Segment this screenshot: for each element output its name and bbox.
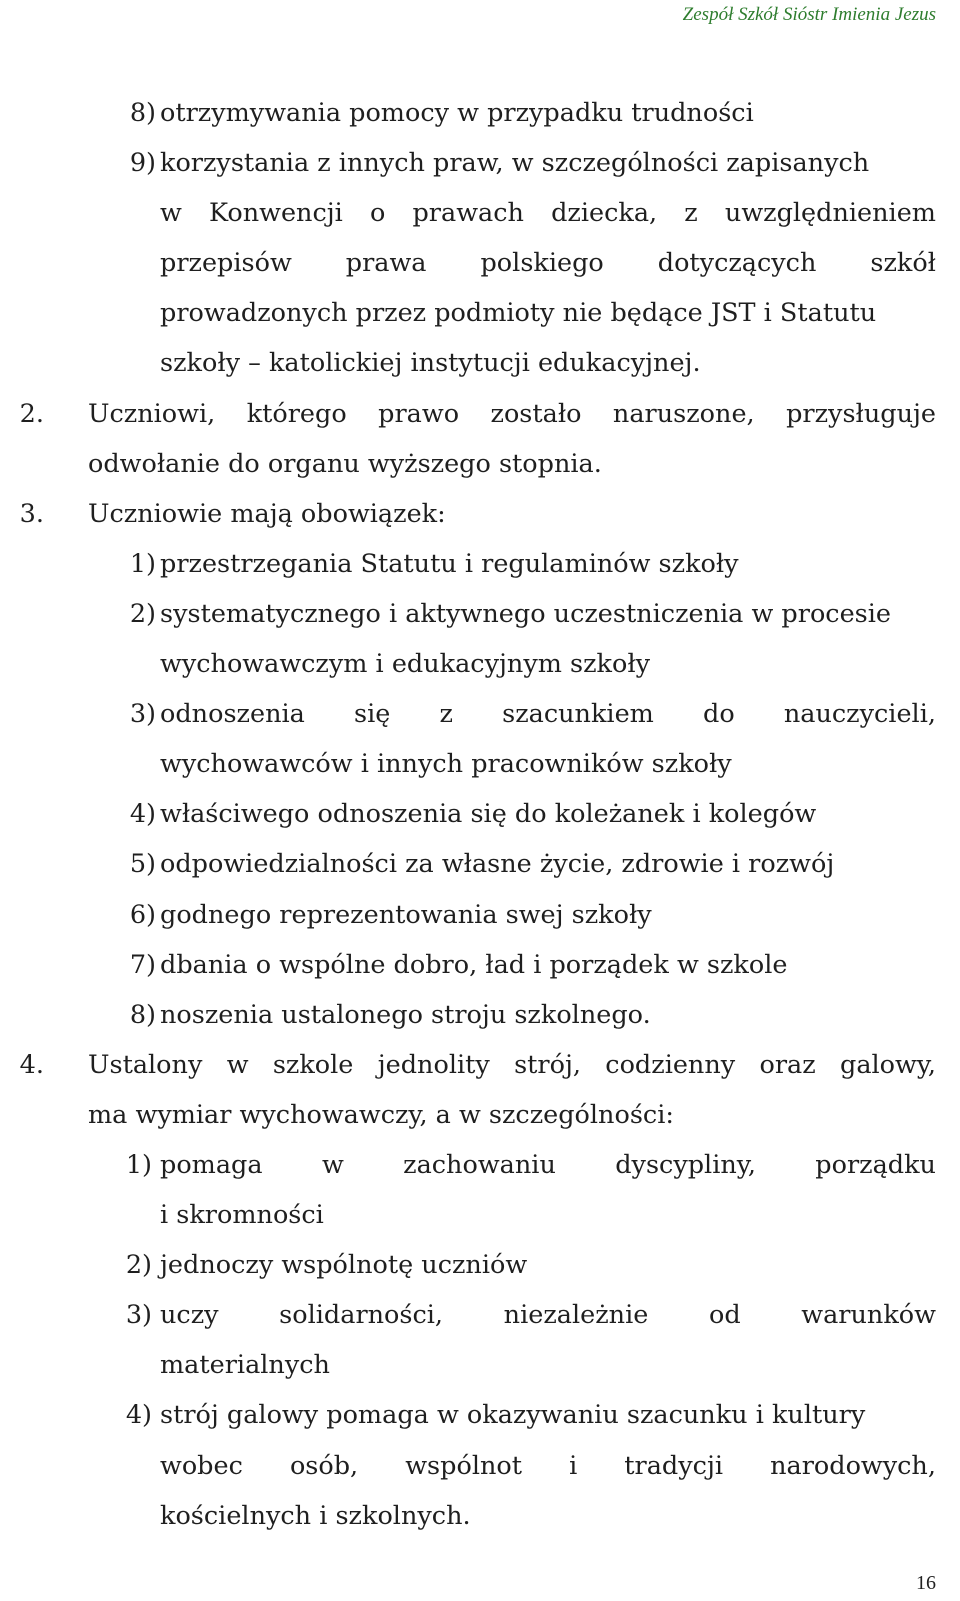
- line-text: w Konwencji o prawach dziecka, z uwzględnieniem: [160, 198, 936, 229]
- line-text: wobec osób, wspólnot i tradycji narodowych,: [160, 1450, 936, 1481]
- list-number: 6): [129, 899, 156, 930]
- line-text: strój galowy pomaga w okazywaniu szacunku i kultury: [160, 1400, 866, 1431]
- list-number: 2): [125, 1250, 152, 1281]
- document-body: [0, 88, 960, 1541]
- line-text: ma wymiar wychowawczy, a w szczególności:: [88, 1099, 674, 1130]
- line-text: właściwego odnoszenia się do koleżanek i kolegów: [160, 799, 817, 830]
- line-text: korzystania z innych praw, w szczególności zapisanych: [160, 148, 870, 179]
- line-text: prowadzonych przez podmioty nie będące JST i Statutu: [160, 298, 877, 329]
- list-number: 9): [129, 148, 156, 179]
- line-text: uczy solidarności, niezależnie od warunków: [160, 1300, 936, 1331]
- document-line: [0, 1390, 960, 1440]
- line-text: wychowawczym i edukacyjnym szkoły: [160, 649, 651, 680]
- line-text: Uczniowi, którego prawo zostało naruszone, przysługuje: [88, 398, 936, 429]
- document-line: [0, 1140, 960, 1190]
- document-line: [0, 238, 960, 288]
- line-text: otrzymywania pomocy w przypadku trudności: [160, 98, 754, 128]
- document-line: [0, 940, 960, 990]
- document-line: [0, 739, 960, 789]
- document-line: [0, 1441, 960, 1491]
- document-line: [0, 138, 960, 188]
- list-number: 3): [129, 699, 156, 730]
- document-line: [0, 439, 960, 489]
- list-number: 3): [125, 1300, 152, 1331]
- document-line: [0, 489, 960, 539]
- document-line: [0, 789, 960, 839]
- document-line: [0, 1491, 960, 1541]
- line-text: odnoszenia się z szacunkiem do nauczycieli,: [160, 699, 936, 730]
- line-text: Uczniowie mają obowiązek:: [88, 498, 446, 529]
- line-text: przestrzegania Statutu i regulaminów szkoły: [160, 548, 739, 579]
- document-line: [0, 1340, 960, 1390]
- line-text: jednoczy wspólnotę uczniów: [160, 1250, 528, 1281]
- document-line: [0, 1040, 960, 1090]
- list-number: 2.: [19, 398, 44, 429]
- line-text: odpowiedzialności za własne życie, zdrowie i rozwój: [160, 849, 835, 880]
- document-line: [0, 338, 960, 388]
- document-line: [0, 1240, 960, 1290]
- list-number: 4.: [19, 1049, 44, 1080]
- document-line: [0, 1190, 960, 1240]
- document-line: [0, 890, 960, 940]
- list-number: 8): [129, 98, 156, 128]
- list-number: 8): [129, 999, 156, 1030]
- document-line: [0, 539, 960, 589]
- document-line: [0, 288, 960, 338]
- line-text: materialnych: [160, 1350, 330, 1381]
- line-text: pomaga w zachowaniu dyscypliny, porządku: [160, 1149, 936, 1180]
- page-number: 16: [916, 1572, 936, 1594]
- header-school-name: Zespół Szkół Sióstr Imienia Jezus: [682, 4, 936, 25]
- list-number: 7): [129, 949, 156, 980]
- document-line: [0, 1290, 960, 1340]
- list-number: 2): [129, 598, 156, 629]
- document-line: [0, 990, 960, 1040]
- list-number: 3.: [19, 498, 44, 529]
- line-text: noszenia ustalonego stroju szkolnego.: [160, 999, 651, 1030]
- line-text: wychowawców i innych pracowników szkoły: [160, 749, 732, 780]
- list-number: 5): [129, 849, 156, 880]
- line-text: przepisów prawa polskiego dotyczących szkół: [160, 248, 936, 279]
- list-number: 1): [125, 1149, 152, 1180]
- document-line: [0, 689, 960, 739]
- document-line: [0, 188, 960, 238]
- document-line: [0, 88, 960, 138]
- line-text: kościelnych i szkolnych.: [160, 1500, 471, 1531]
- line-text: odwołanie do organu wyższego stopnia.: [88, 448, 602, 479]
- line-text: szkoły – katolickiej instytucji edukacyjnej.: [160, 348, 701, 379]
- document-line: [0, 589, 960, 639]
- list-number: 1): [129, 548, 156, 579]
- list-number: 4): [129, 799, 156, 830]
- document-line: [0, 839, 960, 889]
- line-text: dbania o wspólne dobro, ład i porządek w szkole: [160, 949, 788, 980]
- list-number: 4): [125, 1400, 152, 1431]
- document-line: [0, 639, 960, 689]
- line-text: Ustalony w szkole jednolity strój, codzienny oraz galowy,: [88, 1049, 936, 1080]
- document-line: [0, 389, 960, 439]
- document-line: [0, 1090, 960, 1140]
- line-text: i skromności: [160, 1200, 324, 1231]
- line-text: systematycznego i aktywnego uczestniczenia w procesie: [160, 598, 891, 629]
- line-text: godnego reprezentowania swej szkoły: [160, 899, 652, 930]
